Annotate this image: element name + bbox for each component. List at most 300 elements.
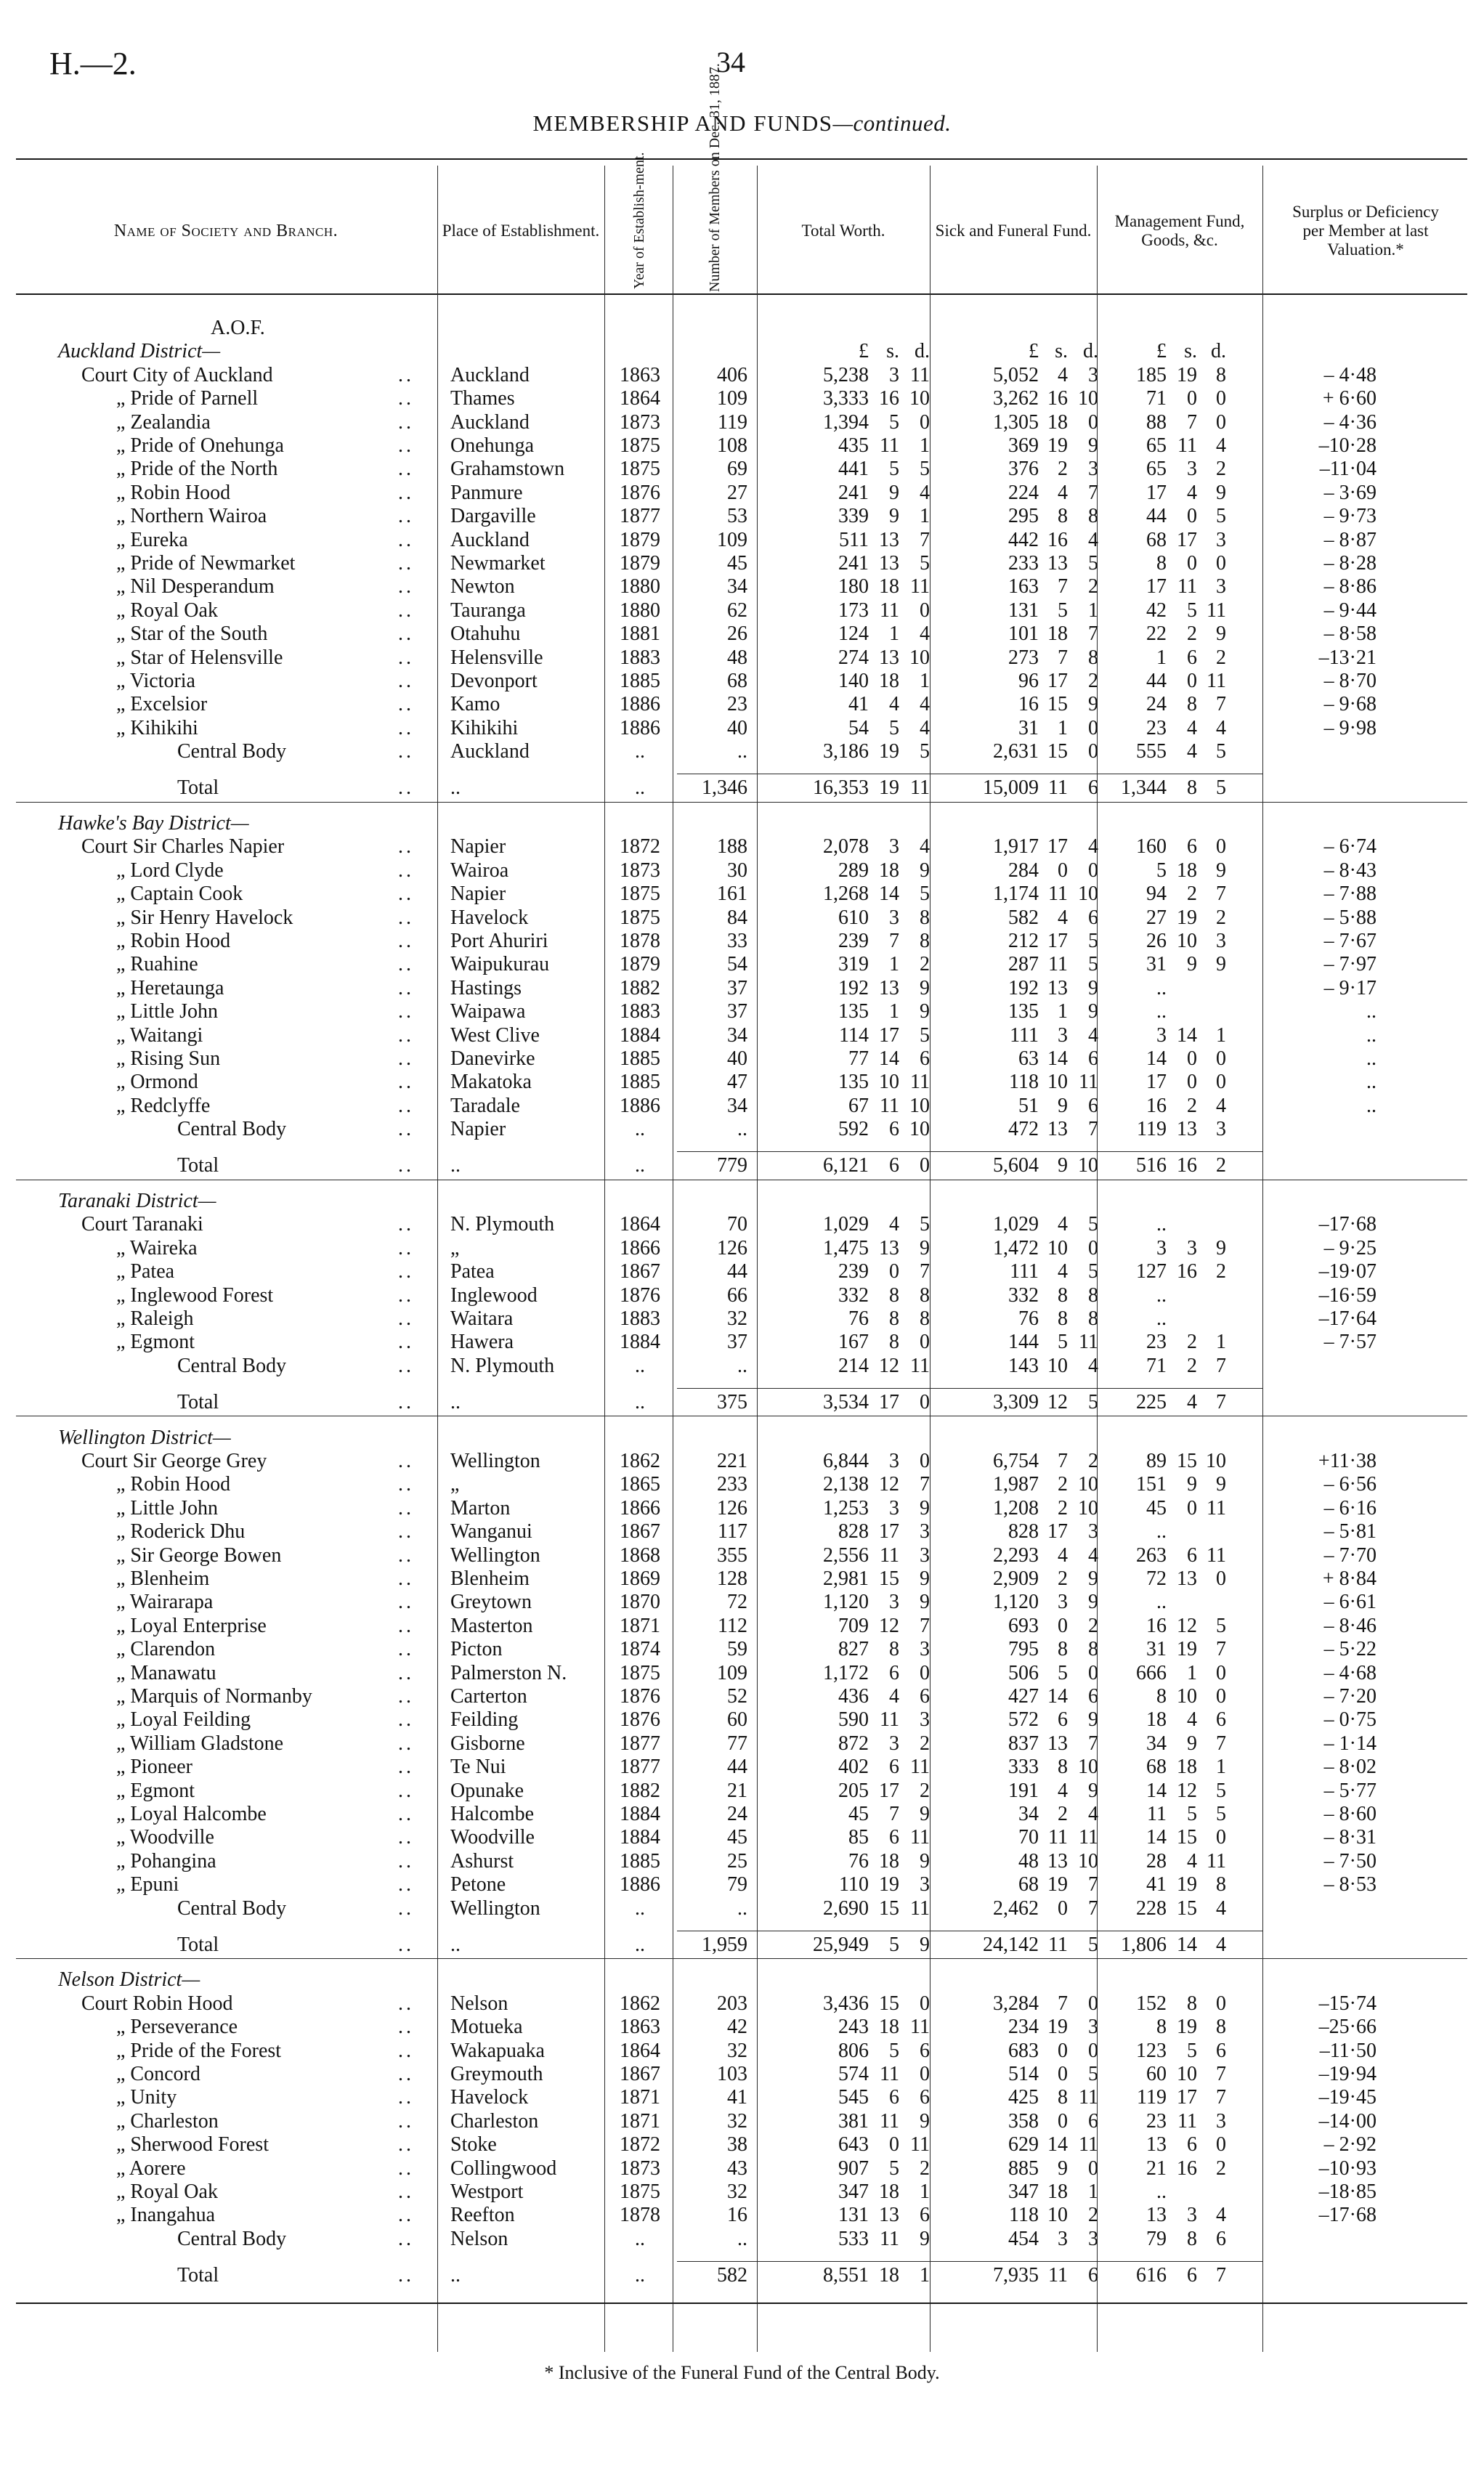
leader-dots: .. — [398, 1732, 414, 1755]
members-cell: 72 — [727, 1591, 747, 1614]
pence: 10 — [1078, 387, 1098, 410]
pounds: 111 — [1010, 1023, 1039, 1047]
pence: d. — [915, 340, 930, 363]
leader-dots: .. — [398, 1450, 414, 1473]
branch-name: „ Sherwood Forest — [116, 2133, 269, 2157]
year-cell: .. — [635, 1354, 645, 1377]
pence: 9 — [920, 976, 930, 999]
table-row — [0, 1118, 1484, 1141]
pounds: 85 — [848, 1826, 869, 1849]
place-cell: N. Plymouth — [450, 1354, 555, 1377]
members-cell: 59 — [727, 1638, 747, 1661]
members-cell: 161 — [717, 883, 747, 906]
pounds: 71 — [1146, 1354, 1167, 1377]
pounds: 96 — [1018, 670, 1039, 692]
place-cell: Otahuhu — [450, 622, 521, 646]
branch-name: „ Robin Hood — [116, 930, 231, 953]
year-cell: 1875 — [620, 2180, 660, 2204]
leader-dots: .. — [398, 835, 414, 859]
leader-dots: .. — [398, 1154, 414, 1177]
branch-name: „ Woodville — [116, 1826, 214, 1849]
shillings: 9 — [889, 481, 899, 504]
total-members: 1,959 — [702, 1933, 747, 1956]
shillings: 5 — [1058, 1661, 1068, 1684]
year-cell: 1885 — [620, 1071, 660, 1094]
pounds: 2,631 — [993, 740, 1039, 763]
pounds: 683 — [1008, 2039, 1039, 2062]
place-cell: Westport — [450, 2180, 524, 2204]
place-cell: Patea — [450, 1260, 495, 1283]
year-cell: 1864 — [620, 1213, 660, 1236]
pounds: 31 — [1018, 716, 1039, 739]
year-cell: 1883 — [620, 646, 660, 669]
shillings: 17 — [879, 1023, 899, 1047]
shillings: 10 — [1177, 2063, 1197, 2086]
pence: 7 — [1088, 481, 1098, 504]
surplus-cell: –19·45 — [1318, 2086, 1376, 2109]
table-row — [0, 411, 1484, 434]
pence: 0 — [1216, 1826, 1226, 1849]
shillings: 18 — [879, 1849, 899, 1873]
shillings: 19 — [879, 1873, 899, 1896]
pence: 0 — [1216, 2133, 1226, 2157]
shillings: 15 — [1177, 1826, 1197, 1849]
surplus-cell: .. — [1366, 1000, 1376, 1023]
shillings: 18 — [1047, 410, 1068, 434]
pence: 9 — [920, 1567, 930, 1591]
place-cell: Wellington — [450, 1450, 540, 1473]
pence: 8 — [920, 1283, 930, 1307]
leader-dots: .. — [398, 2063, 414, 2086]
shillings: 0 — [1187, 505, 1197, 528]
pence: 6 — [1088, 1094, 1098, 1117]
members-cell: 40 — [727, 716, 747, 739]
pounds: 17 — [1146, 575, 1167, 599]
pounds: 212 — [1008, 930, 1039, 953]
shillings: 8 — [1187, 776, 1197, 800]
surplus-cell: – 8·86 — [1323, 575, 1376, 599]
pence: 1 — [1216, 1331, 1226, 1354]
leader-dots: .. — [398, 528, 414, 551]
pounds: 872 — [838, 1732, 869, 1755]
shillings: 12 — [879, 1354, 899, 1377]
pounds: 2,556 — [823, 1543, 869, 1567]
shillings: 0 — [1187, 1047, 1197, 1071]
surplus-cell: – 8·31 — [1323, 1826, 1376, 1849]
table-row — [0, 1803, 1484, 1826]
shillings: 9 — [1187, 953, 1197, 976]
place-cell: N. Plymouth — [450, 1213, 555, 1236]
pence: 11 — [910, 1354, 930, 1377]
pence: 0 — [1088, 2039, 1098, 2062]
leader-dots: .. — [398, 2109, 414, 2133]
pounds: 34 — [1146, 1732, 1167, 1755]
leader-dots: .. — [398, 1473, 414, 1496]
year-cell: 1871 — [620, 1614, 660, 1637]
table-row — [0, 1213, 1484, 1236]
branch-name: „ Unity — [116, 2086, 177, 2109]
pounds: 214 — [838, 1354, 869, 1377]
pounds: 7,935 — [993, 2264, 1039, 2287]
leader-dots: .. — [398, 1354, 414, 1377]
pence: 1 — [1088, 2180, 1098, 2204]
leader-dots: .. — [398, 2039, 414, 2062]
shillings: 0 — [1058, 859, 1068, 882]
page-number: 34 — [716, 46, 745, 78]
shillings: 4 — [1058, 1260, 1068, 1283]
place-cell: Napier — [450, 1118, 506, 1141]
total-row — [0, 1154, 1484, 1177]
shillings: 8 — [1058, 2086, 1068, 2109]
pounds: 124 — [838, 622, 869, 646]
leader-dots: .. — [398, 505, 414, 528]
pence: 9 — [1088, 1779, 1098, 1802]
pence: 9 — [1216, 622, 1226, 646]
shillings: 15 — [1047, 693, 1068, 716]
year-cell: 1882 — [620, 976, 660, 999]
pence: d. — [1211, 340, 1226, 363]
pence: 0 — [1088, 1236, 1098, 1259]
pence: 9 — [1088, 693, 1098, 716]
pence: 8 — [920, 930, 930, 953]
shillings: 11 — [880, 2109, 899, 2133]
pence: 6 — [1216, 2039, 1226, 2062]
column-header-worth: Total Worth. — [801, 222, 885, 240]
shillings: 0 — [1058, 2109, 1068, 2133]
pence: 6 — [1088, 1685, 1098, 1708]
pounds: 454 — [1008, 2227, 1039, 2250]
shillings: 7 — [1187, 410, 1197, 434]
surplus-cell: –19·07 — [1318, 1260, 1376, 1283]
place-cell: Makatoka — [450, 1071, 532, 1094]
leader-dots: .. — [398, 883, 414, 906]
table-row — [0, 859, 1484, 883]
shillings: 17 — [879, 1520, 899, 1543]
pounds: 160 — [1136, 835, 1167, 859]
table-row — [0, 1732, 1484, 1756]
pence: 8 — [1088, 1638, 1098, 1661]
pounds: 347 — [838, 2180, 869, 2204]
pounds: 709 — [838, 1614, 869, 1637]
year-cell: 1872 — [620, 835, 660, 859]
pence: 2 — [1216, 458, 1226, 481]
pounds: 837 — [1008, 1732, 1039, 1755]
surplus-cell: –11·04 — [1319, 458, 1376, 481]
title-suffix: —continued. — [832, 110, 952, 136]
pounds: 135 — [838, 1000, 869, 1023]
pounds: 22 — [1146, 622, 1167, 646]
pence: 11 — [910, 1826, 930, 1849]
place-cell: Auckland — [450, 363, 530, 386]
pence: 5 — [920, 458, 930, 481]
pounds: 173 — [838, 599, 869, 622]
pounds: 3,534 — [823, 1391, 869, 1414]
shillings: 12 — [1177, 1614, 1197, 1637]
pence: 0 — [1216, 1047, 1226, 1071]
column-header-name: Name of Society and Branch. — [113, 222, 338, 240]
pounds: 60 — [1146, 2063, 1167, 2086]
pence: 0 — [1216, 410, 1226, 434]
shillings: 2 — [1187, 883, 1197, 906]
pounds: 234 — [1008, 2016, 1039, 2039]
year-cell: 1875 — [620, 883, 660, 906]
table-row — [0, 1450, 1484, 1473]
pounds: 1,029 — [823, 1213, 869, 1236]
shillings: 3 — [889, 835, 899, 859]
table-row — [0, 740, 1484, 763]
members-cell: 233 — [717, 1473, 747, 1496]
pence: 6 — [1088, 906, 1098, 929]
pence: 6 — [920, 1685, 930, 1708]
pounds: 3,186 — [823, 740, 869, 763]
pounds: 180 — [838, 575, 869, 599]
shillings: 11 — [1048, 883, 1068, 906]
surplus-cell: – 9·44 — [1323, 599, 1376, 622]
pounds: .. — [1156, 976, 1167, 999]
leader-dots: .. — [398, 1236, 414, 1259]
pounds: 263 — [1136, 1543, 1167, 1567]
shillings: 8 — [1058, 1283, 1068, 1307]
pounds: 51 — [1018, 1094, 1039, 1117]
pence: 2 — [1088, 670, 1098, 692]
branch-name: „ Robin Hood — [116, 1473, 231, 1496]
shillings: 17 — [1047, 670, 1068, 692]
pence: 2 — [1216, 646, 1226, 669]
shillings: 11 — [1048, 776, 1068, 800]
pence: 1 — [920, 2180, 930, 2204]
pounds: 14 — [1146, 1826, 1167, 1849]
pounds: 2,078 — [823, 835, 869, 859]
surplus-cell: – 8·70 — [1323, 670, 1376, 692]
table-row — [0, 1071, 1484, 1094]
place-cell: „ — [450, 1236, 460, 1259]
leader-dots: .. — [398, 1826, 414, 1849]
column-header-place: Place of Establishment. — [442, 222, 600, 240]
shillings: 16 — [1177, 1154, 1197, 1177]
shillings: 19 — [1177, 1638, 1197, 1661]
members-cell: 68 — [727, 670, 747, 692]
leader-dots: .. — [398, 1391, 414, 1414]
branch-name: „ Inglewood Forest — [116, 1283, 274, 1307]
members-cell: 60 — [727, 1708, 747, 1732]
shillings: 10 — [1047, 1236, 1068, 1259]
leader-dots: .. — [398, 2227, 414, 2250]
shillings: 7 — [1058, 646, 1068, 669]
leader-dots: .. — [398, 1260, 414, 1283]
shillings: 4 — [1187, 1391, 1197, 1414]
members-cell: 69 — [727, 458, 747, 481]
surplus-cell: –19·94 — [1318, 2063, 1376, 2086]
table-row — [0, 670, 1484, 693]
year-cell: 1886 — [620, 1094, 660, 1117]
pounds: 425 — [1008, 2086, 1039, 2109]
shillings: 3 — [889, 1732, 899, 1755]
total-rule-top — [677, 2261, 1262, 2262]
pounds: 67 — [848, 1094, 869, 1117]
leader-dots: .. — [398, 1685, 414, 1708]
pence: 5 — [1088, 930, 1098, 953]
pence: 11 — [1079, 2133, 1098, 2157]
shillings: 11 — [1048, 1933, 1068, 1956]
shillings: 7 — [1058, 575, 1068, 599]
pence: 2 — [920, 1732, 930, 1755]
pounds: 63 — [1018, 1047, 1039, 1071]
members-cell: 112 — [718, 1614, 747, 1637]
branch-name: Central Body — [177, 1896, 287, 1920]
pounds: 101 — [1008, 622, 1039, 646]
place-cell: Wanganui — [450, 1520, 532, 1543]
pounds: 41 — [848, 693, 869, 716]
year-cell: 1864 — [620, 2039, 660, 2062]
place-dots: .. — [450, 2264, 461, 2287]
pence: 6 — [1088, 2109, 1098, 2133]
shillings: 0 — [1187, 387, 1197, 410]
pounds: 2,293 — [993, 1543, 1039, 1567]
shillings: 14 — [879, 883, 899, 906]
pounds: 239 — [838, 930, 869, 953]
total-row — [0, 1934, 1484, 1957]
pence: 9 — [920, 1933, 930, 1956]
shillings: 7 — [1058, 1992, 1068, 2015]
members-cell: 21 — [727, 1779, 747, 1802]
pence: 11 — [1207, 1849, 1226, 1873]
table-row — [0, 1850, 1484, 1873]
surplus-cell: – 1·14 — [1323, 1732, 1376, 1755]
place-cell: Reefton — [450, 2204, 515, 2227]
surplus-cell: –11·50 — [1319, 2039, 1376, 2062]
pounds: .. — [1156, 1307, 1167, 1331]
table-row — [0, 2063, 1484, 2086]
surplus-cell: –15·74 — [1318, 1992, 1376, 2015]
branch-name: „ Redclyffe — [116, 1094, 211, 1117]
branch-name: „ Star of Helensville — [116, 646, 283, 669]
pounds: 205 — [838, 1779, 869, 1802]
pence: 0 — [1088, 716, 1098, 739]
pence: 4 — [920, 622, 930, 646]
branch-name: „ Ormond — [116, 1071, 198, 1094]
leader-dots: .. — [398, 1094, 414, 1117]
members-cell: 48 — [727, 646, 747, 669]
members-cell: 188 — [717, 835, 747, 859]
year-cell: 1885 — [620, 1047, 660, 1071]
pence: 6 — [1088, 2264, 1098, 2287]
leader-dots: .. — [398, 1307, 414, 1331]
pounds: 555 — [1136, 740, 1167, 763]
pence: 2 — [1088, 2204, 1098, 2227]
pounds: 629 — [1008, 2133, 1039, 2157]
pounds: 131 — [1008, 599, 1039, 622]
pence: 9 — [1088, 1567, 1098, 1591]
surplus-cell: – 7·20 — [1323, 1685, 1376, 1708]
surplus-cell: – 5·77 — [1323, 1779, 1376, 1802]
pounds: 31 — [1146, 1638, 1167, 1661]
pounds: 347 — [1008, 2180, 1039, 2204]
surplus-cell: .. — [1366, 1047, 1376, 1071]
total-row — [0, 1391, 1484, 1414]
shillings: 1 — [1058, 716, 1068, 739]
pence: 11 — [910, 2133, 930, 2157]
shillings: 14 — [1177, 1933, 1197, 1956]
pounds: 76 — [848, 1849, 869, 1873]
surplus-cell: + 8·84 — [1322, 1567, 1376, 1591]
pence: 1 — [1088, 599, 1098, 622]
pounds: 1,344 — [1121, 776, 1167, 800]
branch-name: „ Royal Oak — [116, 599, 218, 622]
table-row — [0, 505, 1484, 528]
shillings: 18 — [879, 2016, 899, 2039]
members-cell: 34 — [727, 1023, 747, 1047]
table-row — [0, 1826, 1484, 1849]
surplus-cell: – 4·48 — [1323, 363, 1376, 386]
shillings: 15 — [879, 1896, 899, 1920]
pence: 9 — [1088, 1591, 1098, 1614]
leader-dots: .. — [398, 2180, 414, 2204]
place-cell: Wellington — [450, 1896, 540, 1920]
year-cell: 1875 — [620, 1661, 660, 1684]
members-cell: 41 — [727, 2086, 747, 2109]
place-cell: Newmarket — [450, 552, 546, 575]
pounds: 3,309 — [993, 1391, 1039, 1414]
branch-name: „ Concord — [116, 2063, 200, 2086]
members-cell: 32 — [727, 2180, 747, 2204]
pence: 4 — [1088, 1354, 1098, 1377]
place-cell: Thames — [450, 387, 515, 410]
district-name: Hawke's Bay District— — [58, 812, 249, 835]
members-cell: 108 — [717, 434, 747, 457]
pence: 9 — [1088, 976, 1098, 999]
pence: 8 — [1088, 646, 1098, 669]
leader-dots: .. — [398, 1047, 414, 1071]
pounds: 135 — [1008, 1000, 1039, 1023]
place-cell: Picton — [450, 1638, 503, 1661]
pence: 9 — [1088, 1708, 1098, 1732]
shillings: 0 — [1187, 1496, 1197, 1520]
table-row — [0, 458, 1484, 481]
shillings: 13 — [1177, 1567, 1197, 1591]
leader-dots: .. — [398, 1992, 414, 2015]
pence: 3 — [1088, 363, 1098, 386]
branch-name: Central Body — [177, 740, 287, 763]
shillings: 3 — [1058, 1591, 1068, 1614]
shillings: 15 — [1177, 1896, 1197, 1920]
table-row — [0, 1591, 1484, 1614]
leader-dots: .. — [398, 481, 414, 504]
shillings: 13 — [879, 552, 899, 575]
pounds: 3,284 — [993, 1992, 1039, 2015]
shillings: 8 — [1058, 1638, 1068, 1661]
year-cell: 1886 — [620, 716, 660, 739]
shillings: 7 — [1058, 1450, 1068, 1473]
pence: 4 — [1088, 528, 1098, 551]
place-cell: Collingwood — [450, 2157, 557, 2180]
surplus-cell: –13·21 — [1318, 646, 1376, 669]
members-cell: 84 — [727, 906, 747, 929]
shillings: 10 — [1177, 930, 1197, 953]
pence: 3 — [1216, 1118, 1226, 1141]
year-cell: 1866 — [620, 1236, 660, 1259]
pence: 4 — [1088, 835, 1098, 859]
pence: 10 — [909, 1118, 930, 1141]
shillings: 8 — [1187, 1992, 1197, 2015]
place-cell: Auckland — [450, 410, 530, 434]
members-cell: 77 — [727, 1732, 747, 1755]
branch-name: „ Nil Desperandum — [116, 575, 275, 599]
table-row — [0, 622, 1484, 646]
leader-dots: .. — [398, 859, 414, 882]
shillings: 0 — [1187, 552, 1197, 575]
pounds: 2,690 — [823, 1896, 869, 1920]
year-cell: 1877 — [620, 1756, 660, 1779]
